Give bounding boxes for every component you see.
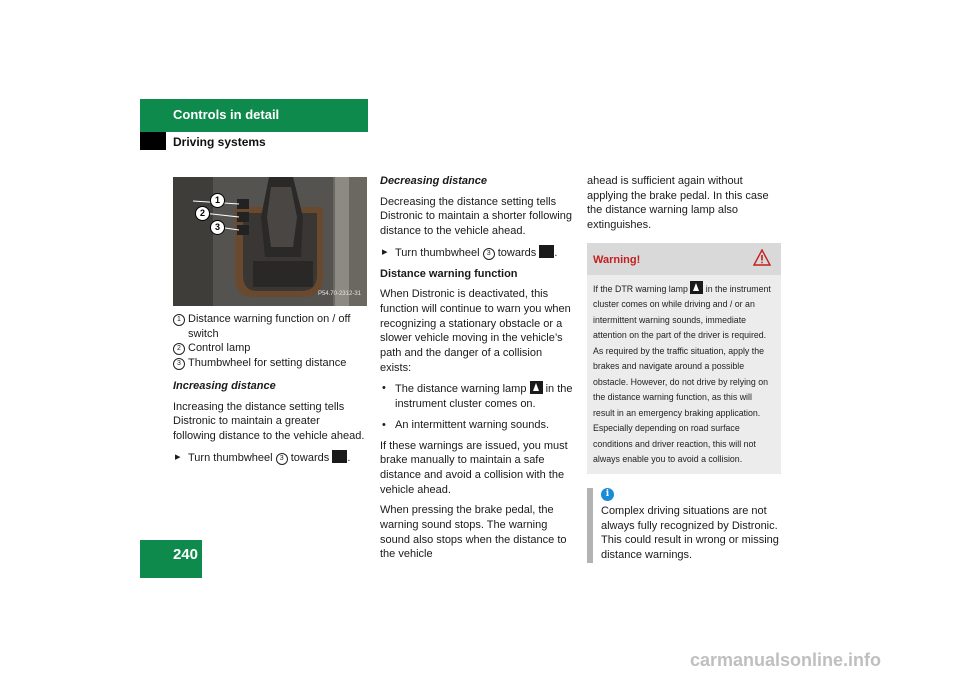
callout-1: 1: [210, 193, 225, 208]
bullet-icon: •: [382, 382, 386, 395]
arrow-icon: ▸: [382, 245, 388, 258]
warning-function-heading: Distance warning function: [380, 267, 518, 280]
info-text: Complex driving situations are not always fully recognized by Distronic. This could result in wrong or missing distance warnings.: [601, 504, 779, 561]
column-middle: [380, 174, 574, 568]
legend-number: 3: [173, 358, 185, 370]
warning-header: [587, 243, 781, 275]
decreasing-body: Decreasing the distance setting tells Distronic to maintain a shorter following distance to the vehicle ahead.: [380, 195, 572, 238]
dtr-warning-lamp-icon: [690, 281, 703, 294]
column-right: [587, 174, 781, 563]
legend-number: 1: [173, 314, 185, 326]
warning-box: [587, 243, 781, 474]
increasing-step: ▸ Turn thumbwheel 3 towards .: [175, 450, 351, 464]
legend-item: 2 Control lamp: [173, 341, 365, 356]
distance-warning-lamp-icon: [530, 381, 543, 394]
legend-item: 1 Distance warning function on / off switch: [173, 312, 365, 341]
legend-item: 3 Thumbwheel for setting distance: [173, 356, 365, 371]
warning-body: If the DTR warning lamp in the instrument cluster comes on while driving and / or an intermittent warning sounds, immediate attention on the part of the driver is required. As required by the traffic situation, apply the brakes and navigate around a possible obstacle. However, do not drive by relying on the distance warning function, as this will result in an emergency braking application. Especially depending on road surface conditions and driver reaction, this will not always enable you to avoid a collision.: [587, 275, 781, 474]
callout-2: 2: [195, 206, 210, 221]
figure-code: P54.70-2312-31: [317, 291, 361, 298]
section-title: Controls in detail: [173, 107, 280, 122]
subsection-title: Driving systems: [173, 135, 266, 149]
distance-increase-icon: [332, 450, 347, 463]
legend-number: 2: [173, 343, 185, 355]
warning-function-body: When Distronic is deactivated, this function will continue to warn you when recognizing a stationary obstacle or a slower vehicle moving in the vehicle’s path and the danger of a collision exists:: [380, 288, 571, 374]
callout-3: 3: [210, 220, 225, 235]
distance-decrease-icon: [539, 245, 554, 258]
increasing-heading: Increasing distance: [173, 379, 276, 392]
console-photo: [173, 177, 367, 306]
bullet-lamp: • The distance warning lamp in the instrument cluster comes on.: [382, 382, 573, 411]
warning-title: Warning!: [593, 253, 641, 266]
warning-function-para3: When pressing the brake pedal, the warning sound stops. The warning sound also stops when the distance to the vehicle: [380, 504, 567, 561]
watermark: carmanualsonline.info: [690, 650, 882, 670]
page-number: 240: [140, 540, 202, 578]
warning-function-para2: If these warnings are issued, you must brake manually to maintain a safe distance and avoid a collision with the vehicle ahead.: [380, 439, 568, 496]
column-left: [173, 177, 365, 471]
info-icon: i: [601, 488, 614, 501]
bullet-sound: • An intermittent warning sounds.: [382, 418, 550, 431]
header-marker: [140, 132, 166, 150]
thumbwheel-ref: 3: [483, 248, 495, 260]
warning-triangle-icon: [753, 249, 771, 266]
info-box: [587, 488, 781, 563]
thumbwheel-ref: 3: [276, 453, 288, 465]
bullet-icon: •: [382, 418, 386, 431]
continuation-text: ahead is sufficient again without applying the brake pedal. In this case the distance warning lamp also extinguishes.: [587, 175, 769, 232]
decreasing-heading: Decreasing distance: [380, 175, 487, 187]
legend-list: [173, 312, 365, 371]
arrow-icon: ▸: [175, 450, 181, 463]
decreasing-step: ▸ Turn thumbwheel 3 towards .: [382, 245, 558, 259]
increasing-body: Increasing the distance setting tells Distronic to maintain a greater following distance to the vehicle ahead.: [173, 400, 365, 442]
